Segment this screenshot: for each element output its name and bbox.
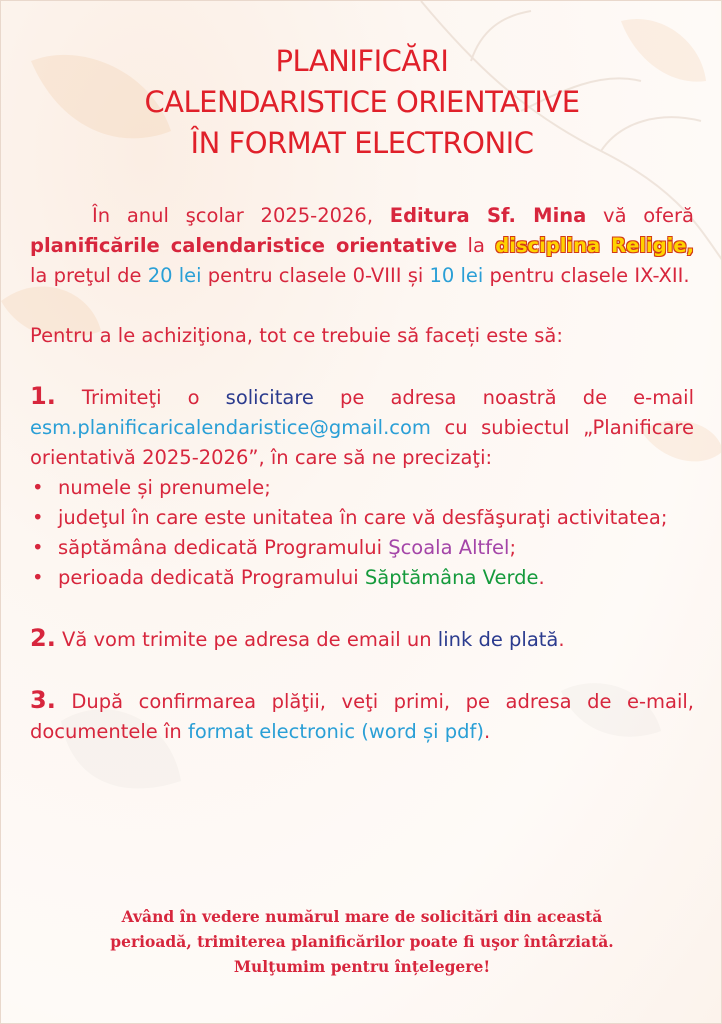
- step-1-number: 1.: [30, 382, 56, 410]
- bullet-icon: •: [32, 536, 44, 559]
- step-3-text-2: .: [483, 720, 491, 743]
- delay-notice: [1, 904, 722, 979]
- format-description: format electronic (word și pdf): [187, 720, 484, 743]
- list-item: [30, 473, 694, 503]
- price-secondary: 10 lei: [429, 264, 484, 287]
- intro-text-6: pentru clasele IX-XII.: [483, 264, 690, 287]
- step-2-number: 2.: [30, 624, 56, 652]
- request-word: solicitare: [225, 386, 314, 409]
- title-line-1: PLANIFICĂRI: [275, 44, 449, 78]
- program-saptamana-verde: Săptămâna Verde: [364, 566, 539, 589]
- title-line-3: ÎN FORMAT ELECTRONIC: [190, 126, 534, 160]
- step-3-number: 3.: [30, 686, 56, 714]
- intro-text-4: la preţul de: [30, 264, 148, 287]
- required-info-list: [30, 473, 694, 593]
- intro-text-5: pentru clasele 0-VIII și: [201, 264, 430, 287]
- intro-paragraph: [30, 201, 694, 291]
- step-2-text-1: Vă vom trimite pe adresa de email un: [55, 628, 438, 651]
- price-primary: 20 lei: [147, 264, 202, 287]
- step-3-paragraph: [30, 685, 694, 747]
- notice-line-3: Mulţumim pentru înțelegere!: [233, 957, 491, 976]
- list-item-text: săptămâna dedicată Programului: [58, 536, 389, 559]
- list-item-punctuation: ;: [509, 536, 517, 559]
- content-body: [30, 201, 694, 747]
- step-1-text-3: cu subiectul „Planificare orientativă 2025-2026”, în care să ne precizaţi:: [30, 416, 694, 469]
- list-item: [30, 533, 694, 563]
- step-3-text-1: După confirmarea plăţii, veţi primi, pe adresa de e-mail, documentele în: [30, 690, 694, 743]
- program-scoala-altfel: Şcoala Altfel: [388, 536, 510, 559]
- title-line-2: CALENDARISTICE ORIENTATIVE: [144, 85, 580, 119]
- payment-link: link de plată: [437, 628, 559, 651]
- bullet-icon: •: [32, 506, 44, 529]
- list-item: [30, 503, 694, 533]
- intro-text-3: la: [457, 234, 496, 257]
- bullet-icon: •: [32, 566, 44, 589]
- step-2-text-2: .: [558, 628, 565, 651]
- intro-text-2: vă oferă: [586, 204, 694, 227]
- notice-line-2: perioadă, trimiterea planificărilor poate fi uşor întârziată.: [110, 932, 614, 951]
- step-2-paragraph: [30, 623, 694, 655]
- discipline-highlight: disciplina Religie,: [495, 234, 694, 257]
- list-item-text: judeţul în care este unitatea în care vă desfăşuraţi activitatea;: [58, 506, 668, 529]
- publisher-name: Editura Sf. Mina: [389, 204, 587, 227]
- bullet-icon: •: [32, 476, 44, 499]
- list-item-text: perioada dedicată Programului: [58, 566, 365, 589]
- lead-paragraph: Pentru a le achiziţiona, tot ce trebuie să faceți este să:: [30, 324, 563, 347]
- step-1-text-1: Trimiteţi o: [55, 386, 226, 409]
- page-title: [1, 41, 722, 164]
- contact-email-link[interactable]: esm.planificaricalendaristice@gmail.com: [30, 416, 431, 439]
- list-item-punctuation: .: [538, 566, 545, 589]
- step-1-paragraph: [30, 381, 694, 473]
- list-item: [30, 563, 694, 593]
- intro-text-1: În anul şcolar 2025-2026,: [92, 204, 390, 227]
- notice-line-1: Având în vedere numărul mare de solicitări din această: [121, 907, 603, 926]
- product-name: planificările calendaristice orientative: [30, 234, 458, 257]
- step-1-text-2: pe adresa noastră de e-mail: [313, 386, 694, 409]
- list-item-text: numele și prenumele;: [58, 476, 271, 499]
